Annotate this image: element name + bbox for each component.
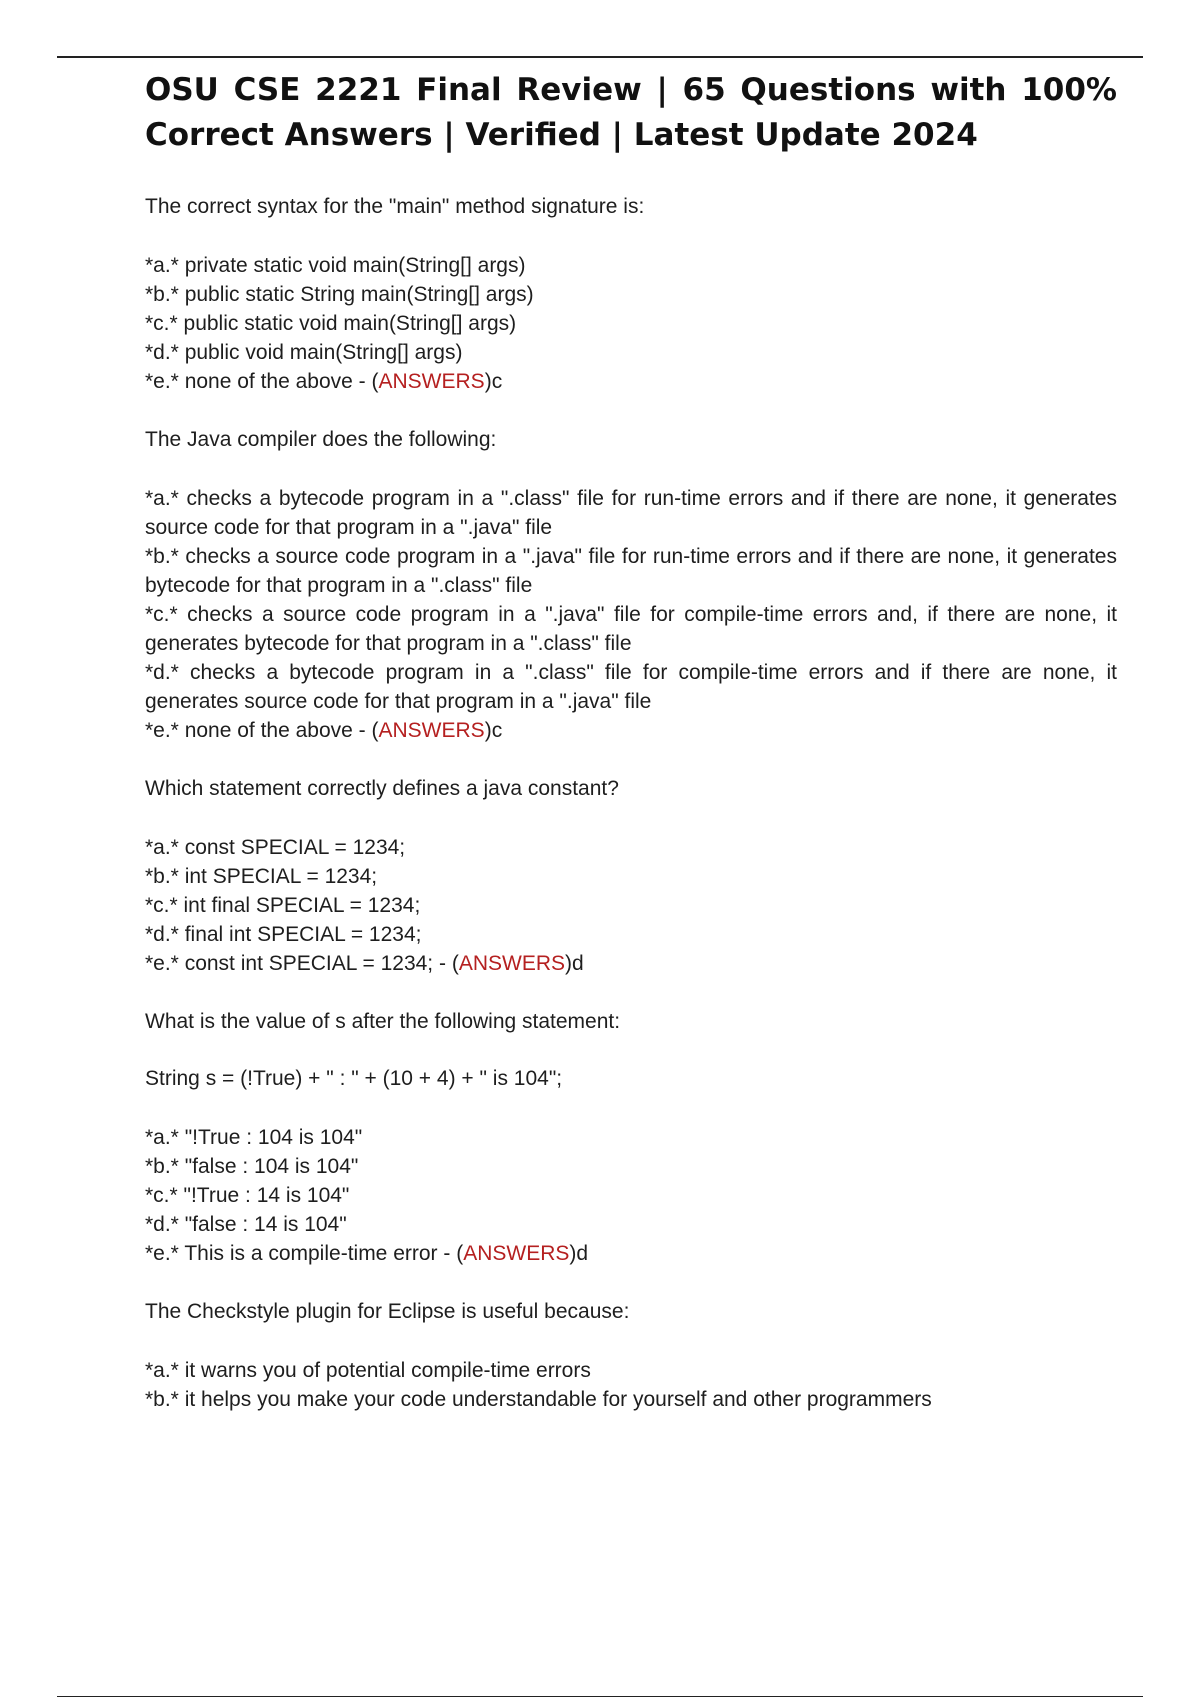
question-3 [145, 774, 1117, 978]
option-e: *e.* const int SPECIAL = 1234; - [145, 952, 452, 975]
option-d: *d.* public void main(String[] args) [145, 341, 463, 364]
option-e-with-answer: *e.* none of the above - (ANSWERS)c [145, 370, 503, 393]
question-code: String s = (!True) + " : " + (10 + 4) + " is 104"; [145, 1067, 563, 1090]
answers-label: ANSWERS [378, 719, 485, 742]
question-4 [145, 1007, 1117, 1268]
option-a: *a.* it warns you of potential compile-time errors [145, 1359, 591, 1382]
option-b: *b.* int SPECIAL = 1234; [145, 865, 378, 888]
option-e: *e.* none of the above - [145, 719, 372, 742]
option-c: *c.* "!True : 14 is 104" [145, 1184, 350, 1207]
bottom-rule [57, 1696, 1143, 1697]
question-prompt: What is the value of s after the following statement: [145, 1010, 621, 1033]
answers-label: ANSWERS [463, 1242, 570, 1265]
option-b: *b.* checks a source code program in a ".java" file for run-time errors and if there are none, it generates bytecode for that program in a ".class" file [145, 545, 1117, 597]
option-a: *a.* checks a bytecode program in a ".class" file for run-time errors and if there are none, it generates source code for that program in a ".java" file [145, 487, 1117, 539]
answer-value: c [491, 719, 503, 742]
option-b: *b.* "false : 104 is 104" [145, 1155, 359, 1178]
option-e: *e.* none of the above - [145, 370, 372, 393]
option-b: *b.* public static String main(String[] args) [145, 283, 534, 306]
answer-value: d [576, 1242, 589, 1265]
option-c: *c.* public static void main(String[] args) [145, 312, 517, 335]
option-e: *e.* This is a compile-time error - [145, 1242, 457, 1265]
option-d: *d.* "false : 14 is 104" [145, 1213, 347, 1236]
option-a: *a.* "!True : 104 is 104" [145, 1126, 363, 1149]
question-prompt: The Checkstyle plugin for Eclipse is useful because: [145, 1300, 630, 1323]
option-a: *a.* const SPECIAL = 1234; [145, 836, 406, 859]
question-prompt: The correct syntax for the "main" method signature is: [145, 195, 645, 218]
option-e-with-answer: *e.* none of the above - (ANSWERS)c [145, 719, 503, 742]
document-title: OSU CSE 2221 Final Review | 65 Questions with 100% Correct Answers | Verified | Latest Update 2024 [145, 72, 1117, 153]
option-b: *b.* it helps you make your code understandable for yourself and other programmers [145, 1388, 932, 1411]
answers-label: ANSWERS [378, 370, 485, 393]
option-d: *d.* checks a bytecode program in a ".class" file for compile-time errors and if there are none, it generates source code for that program in a ".java" file [145, 661, 1117, 713]
question-prompt: The Java compiler does the following: [145, 428, 497, 451]
question-prompt: Which statement correctly defines a java constant? [145, 777, 619, 800]
option-a: *a.* private static void main(String[] args) [145, 254, 526, 277]
question-5 [145, 1297, 1117, 1414]
option-c: *c.* checks a source code program in a ".java" file for compile-time errors and, if there are none, it generates bytecode for that program in a ".class" file [145, 603, 1117, 655]
document-page [145, 68, 1117, 1443]
option-e-with-answer: *e.* const int SPECIAL = 1234; - (ANSWERS)d [145, 952, 584, 975]
answers-label: ANSWERS [458, 952, 565, 975]
option-c: *c.* int final SPECIAL = 1234; [145, 894, 421, 917]
question-1 [145, 192, 1117, 396]
option-d: *d.* final int SPECIAL = 1234; [145, 923, 422, 946]
question-2 [145, 425, 1117, 745]
option-e-with-answer: *e.* This is a compile-time error - (ANSWERS)d [145, 1242, 589, 1265]
top-rule [57, 56, 1143, 58]
answer-value: c [491, 370, 503, 393]
answer-value: d [572, 952, 584, 975]
